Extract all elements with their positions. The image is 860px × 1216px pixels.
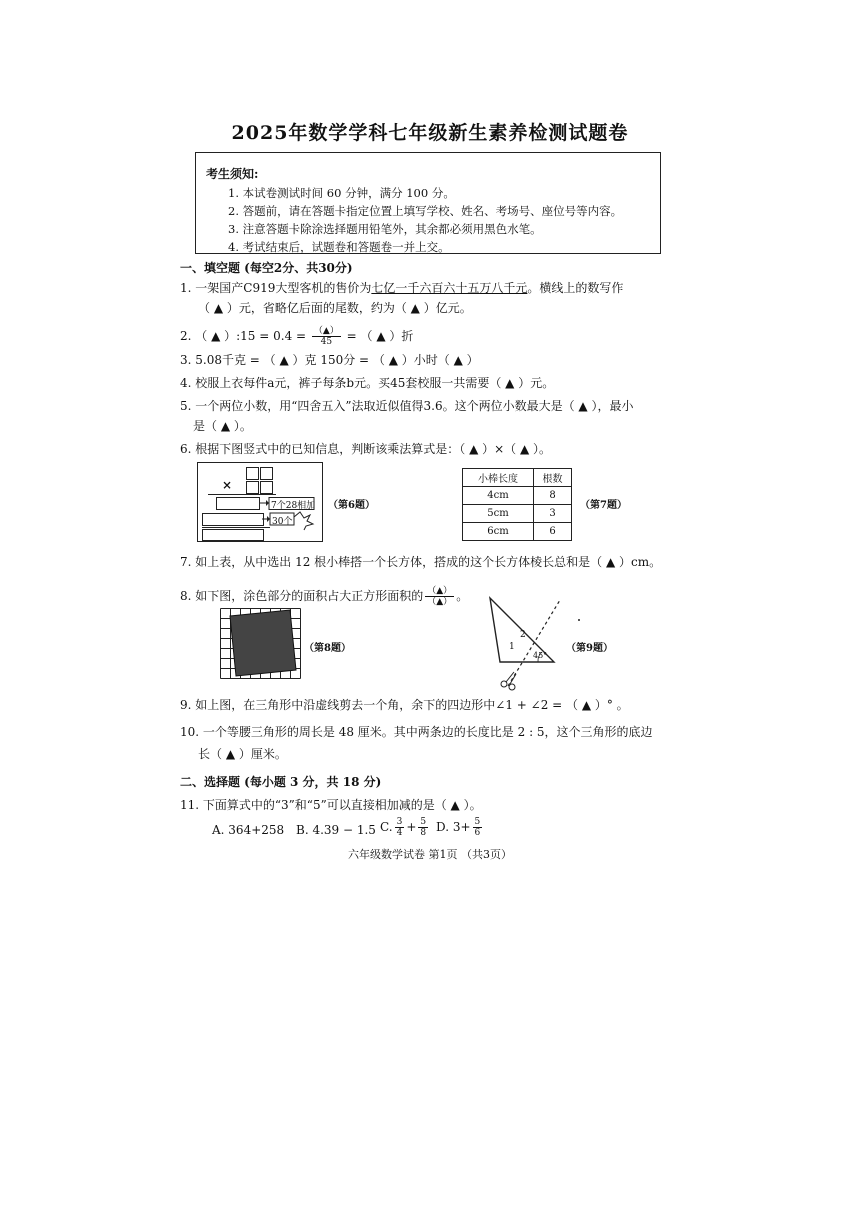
option-d	[436, 817, 484, 838]
figure-9-caption: （第9题）	[566, 643, 613, 654]
table-cell: 3	[534, 505, 572, 523]
question-10: 10. 一个等腰三角形的周长是 48 厘米。其中两条边的长度比是 2 : 5，这个三角形的底边	[180, 725, 653, 739]
question-1-line-2: （ ▲ ）元，省略亿后面的尾数，约为（ ▲ ）亿元。	[198, 301, 472, 315]
table-cell: 4cm	[463, 487, 534, 505]
question-3: 3. 5.08千克 = （ ▲ ）克 150分 = （ ▲ ）小时（ ▲ ）	[180, 353, 479, 367]
q2-text-end: = （ ▲ ）折	[346, 329, 414, 343]
q2-denominator: 45	[320, 337, 333, 347]
figure-6-vertical-multiplication	[197, 462, 323, 542]
q8-fraction	[425, 586, 454, 607]
q8-numerator: （▲）	[427, 586, 453, 596]
section-1-heading: 一、填空题 (每空2分、共30分)	[180, 261, 353, 275]
digit-box	[260, 481, 273, 494]
product-box	[202, 529, 264, 541]
angle-45-label: 45°	[533, 651, 548, 660]
question-8	[180, 586, 468, 607]
figure-6-caption: （第6题）	[328, 500, 375, 511]
digit-box	[260, 467, 273, 480]
notice-item: 2. 答题前，请在答题卡指定位置上填写学校、姓名、考场号、座位号等内容。	[228, 204, 623, 218]
plus-sign: +	[406, 820, 417, 834]
option-a: A. 364+258	[212, 823, 285, 837]
numerator: 5	[420, 817, 427, 827]
scissors-icon	[501, 672, 516, 690]
question-4: 4. 校服上衣每件a元，裤子每条b元。买45套校服一共需要（ ▲ ）元。	[180, 376, 555, 390]
denominator: 4	[396, 828, 403, 838]
question-5-line-2: 是（ ▲ ）。	[193, 419, 252, 433]
question-11: 11. 下面算式中的“3”和“5”可以直接相加减的是（ ▲ ）。	[180, 798, 482, 812]
table-cell: 6cm	[463, 523, 534, 541]
notice-item: 4. 考试结束后，试题卷和答题卷一并上交。	[228, 240, 450, 254]
table-cell: 6	[534, 523, 572, 541]
section-2-heading: 二、选择题 (每小题 3 分，共 18 分)	[180, 775, 382, 789]
question-5: 5. 一个两位小数，用“四舍五入”法取近似值得3.6。这个两位小数最大是（ ▲ ），最小	[180, 399, 634, 413]
figure-7-table	[462, 468, 572, 541]
figure-8-caption: （第8题）	[304, 643, 351, 654]
numerator: 5	[474, 817, 481, 827]
table-cell: 5cm	[463, 505, 534, 523]
denominator: 6	[474, 828, 481, 838]
angle-2-label: 2	[520, 630, 526, 640]
option-c-fraction-1	[395, 817, 405, 838]
table-row	[463, 505, 572, 523]
question-2	[180, 326, 413, 347]
table-header-row	[463, 469, 572, 487]
partial-product-box	[202, 513, 264, 526]
table-header: 小棒长度	[463, 469, 534, 487]
denominator: 8	[420, 828, 427, 838]
q1-text-end: 。横线上的数写作	[527, 281, 624, 295]
table-header: 根数	[534, 469, 572, 487]
question-10-line-2: 长（ ▲ ）厘米。	[198, 747, 287, 761]
question-7: 7. 如上表，从中选出 12 根小棒搭一个长方体，搭成的这个长方体棱长总和是（ ▲ ）cm。	[180, 555, 662, 569]
notice-item: 3. 注意答题卡除涂选择题用铅笔外，其余都必须用黑色水笔。	[228, 222, 542, 236]
page-title: 2025年数学学科七年级新生素养检测试题卷	[231, 122, 629, 144]
q2-text: 2. （ ▲ ）:15 = 0.4 =	[180, 329, 307, 343]
table-row	[463, 523, 572, 541]
q1-underlined-text: 七亿一千六百六十五万八千元	[371, 281, 528, 295]
numerator: 3	[396, 817, 403, 827]
table-row	[463, 487, 572, 505]
q8-denominator: （▲）	[427, 597, 453, 607]
angle-1-label: 1	[509, 642, 515, 652]
page-footer: 六年级数学试卷 第1页 （共3页）	[348, 848, 512, 861]
question-6: 6. 根据下图竖式中的已知信息，判断该乘法算式是：（ ▲ ）×（ ▲ ）。	[180, 442, 552, 456]
table-cell: 8	[534, 487, 572, 505]
exam-notice-box	[195, 152, 661, 254]
q1-text: 1. 一架国产C919大型客机的售价为	[180, 281, 372, 295]
question-1	[180, 280, 623, 296]
times-sign: ×	[222, 478, 233, 492]
rule-line	[208, 494, 276, 495]
figure-6-label-1: 7个28相加	[271, 501, 316, 511]
option-d-label: D. 3+	[436, 820, 471, 834]
q8-text-end: 。	[456, 589, 469, 603]
figure-7-caption: （第7题）	[580, 500, 627, 511]
notice-heading: 考生须知:	[206, 167, 259, 181]
rule-line	[202, 527, 270, 528]
option-d-fraction	[473, 817, 483, 838]
question-9: 9. 如上图，在三角形中沿虚线剪去一个角，余下的四边形中∠1 + ∠2 = （ ▲ ）° 。	[180, 698, 629, 712]
notice-item: 1. 本试卷测试时间 60 分钟，满分 100 分。	[228, 186, 455, 200]
option-c-fraction-2	[418, 817, 428, 838]
partial-product-box	[216, 497, 260, 510]
q2-fraction	[312, 326, 341, 347]
figure-8-grid-square	[220, 608, 302, 680]
option-c-label: C.	[380, 820, 393, 834]
option-c	[380, 817, 430, 838]
figure-6-label-2: 30个	[272, 517, 293, 527]
q8-text: 8. 如下图，涂色部分的面积占大正方形面积的	[180, 589, 424, 603]
option-b: B. 4.39 − 1.5	[296, 823, 376, 837]
digit-box	[246, 467, 259, 480]
digit-box	[246, 481, 259, 494]
q2-numerator: （▲）	[313, 326, 339, 336]
